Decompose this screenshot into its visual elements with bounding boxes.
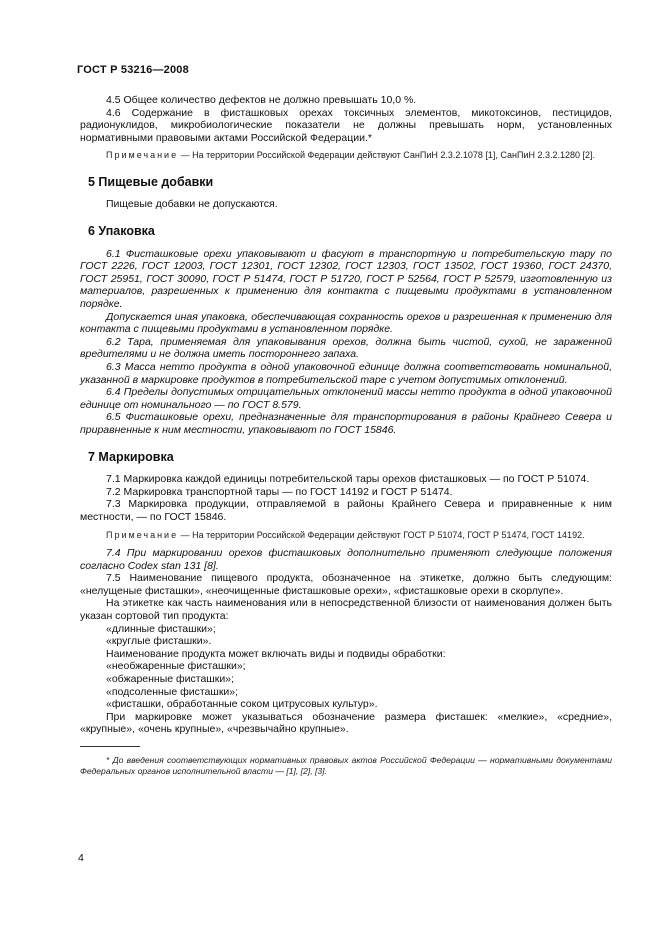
note-text: — На территории Российской Федерации действуют СанПиН 2.3.2.1078 [1], СанПиН 2.3.2.1280 [2]. bbox=[178, 150, 596, 161]
list-item: «обжаренные фисташки»; bbox=[106, 672, 234, 685]
paragraph-7-5b: На этикетке как часть наименования или в непосредственной близости от наименования должен быть указан сортовой тип продукта: bbox=[80, 597, 612, 622]
paragraph-6-5 bbox=[80, 411, 612, 436]
list-item: «необжаренные фисташки»; bbox=[106, 660, 246, 673]
paragraph-6-1b bbox=[80, 311, 612, 336]
document-header: ГОСТ Р 53216—2008 bbox=[77, 64, 189, 76]
paragraph-6-4 bbox=[80, 386, 612, 411]
list-item: Наименование продукта может включать виды и подвиды обработки: bbox=[106, 647, 446, 660]
note-label: Примечание bbox=[106, 150, 179, 161]
paragraph-6-1-text: 6.1 Фисташковые орехи упаковывают и фасуют в транспортную и потребительскую тару по ГОСТ 2226, ГОСТ 12003, ГОСТ 12301, ГОСТ 12302, ГОСТ 12303, ГОСТ 13502, ГОСТ 19360, ГОСТ 24370, ГОСТ 25951, ГОСТ 30090, ГОСТ Р 51474, ГОСТ Р 51720, ГОСТ Р 52564, ГОСТ Р 52579, изготовленную из материалов, разрешенных к применению для контакта с пищевыми продуктами в установленном порядке. bbox=[80, 247, 612, 311]
paragraph-7-4-text: 7.4 При маркировании орехов фисташковых дополнительно применяют следующие положения согласно Codex stan 131 [8]. bbox=[80, 547, 612, 572]
note-label: Примечание bbox=[106, 529, 179, 540]
paragraph-7-3: 7.3 Маркировка продукции, отправляемой в районы Крайнего Севера и приравненные к ним местности, — по ГОСТ 15846. bbox=[80, 498, 612, 523]
paragraph-6-2-text: 6.2 Тара, применяемая для упаковывания орехов, должна быть чистой, сухой, не зараженной вредителями и не должна иметь постороннего запаха. bbox=[80, 335, 612, 361]
paragraph-7-2: 7.2 Маркировка транспортной тары — по ГОСТ 14192 и ГОСТ Р 51474. bbox=[106, 485, 453, 498]
section-7-title: 7 Маркировка bbox=[88, 449, 174, 464]
paragraph-size: При маркировке может указываться обозначение размера фисташек: «мелкие», «средние», «крупные», «очень крупные», «чрезвычайно крупные». bbox=[80, 710, 612, 736]
note-2 bbox=[80, 530, 612, 542]
section-6-title: 6 Упаковка bbox=[88, 224, 155, 239]
list-item: «подсоленные фисташки»; bbox=[106, 685, 239, 698]
list-item: «круглые фисташки». bbox=[106, 635, 212, 648]
note-text: — На территории Российской Федерации действуют ГОСТ Р 51074, ГОСТ Р 51474, ГОСТ 14192. bbox=[178, 529, 585, 540]
paragraph-4-6: 4.6 Содержание в фисташковых орехах токсичных элементов, микотоксинов, пестицидов, радионуклидов, микробиологические показатели не должны превышать норм, установленных нормативными правовыми актами Российской Федерации.* bbox=[80, 106, 612, 144]
document-body bbox=[80, 94, 612, 777]
paragraph-6-5-text: 6.5 Фисташковые орехи, предназначенные для транспортирования в районы Крайнего Севера и приравненные к ним местности, упаковывают по ГОСТ 15846. bbox=[80, 411, 612, 436]
list-item: «фисташки, обработанные соком цитрусовых культур». bbox=[106, 698, 378, 711]
paragraph-7-4 bbox=[80, 547, 612, 572]
note-1 bbox=[80, 150, 612, 162]
footnote-divider bbox=[80, 746, 140, 747]
paragraph-6-4-text: 6.4 Пределы допустимых отрицательных отклонений массы нетто продукта в одной упаковочной единице от номинального — по ГОСТ 8.579. bbox=[80, 386, 612, 411]
paragraph-6-2 bbox=[80, 336, 612, 361]
list-item: «длинные фисташки»; bbox=[106, 622, 216, 635]
footnote: * До введения соответствующих нормативных правовых актов Российской Федерации — нормативными документами Федеральных органов исполнительной власти — [1], [2], [3]. bbox=[80, 754, 612, 776]
paragraph-6-3 bbox=[80, 361, 612, 386]
paragraph-6-1b-text: Допускается иная упаковка, обеспечивающая сохранность орехов и разрешенная к применению для контакта с пищевыми продуктами в установленном порядке. bbox=[80, 310, 612, 336]
paragraph-7-1: 7.1 Маркировка каждой единицы потребительской тары орехов фисташковых — по ГОСТ Р 51074. bbox=[106, 473, 590, 486]
section-5-text: Пищевые добавки не допускаются. bbox=[106, 198, 278, 211]
paragraph-6-3-text: 6.3 Масса нетто продукта в одной упаковочной единице должна соответствовать номинальной, указанной в маркировке продуктов в потребительской таре с учетом допустимых отклонений. bbox=[80, 361, 612, 386]
section-5-title: 5 Пищевые добавки bbox=[88, 174, 214, 189]
paragraph-6-1 bbox=[80, 248, 612, 311]
paragraph-4-5: 4.5 Общее количество дефектов не должно превышать 10,0 %. bbox=[106, 94, 417, 106]
page-number: 4 bbox=[78, 852, 84, 864]
paragraph-7-5: 7.5 Наименование пищевого продукта, обозначенное на этикетке, должно быть следующим: «нелущеные фисташки», «неочищенные фисташковые орехи», «фисташковые орехи в скорлупе». bbox=[80, 572, 612, 597]
